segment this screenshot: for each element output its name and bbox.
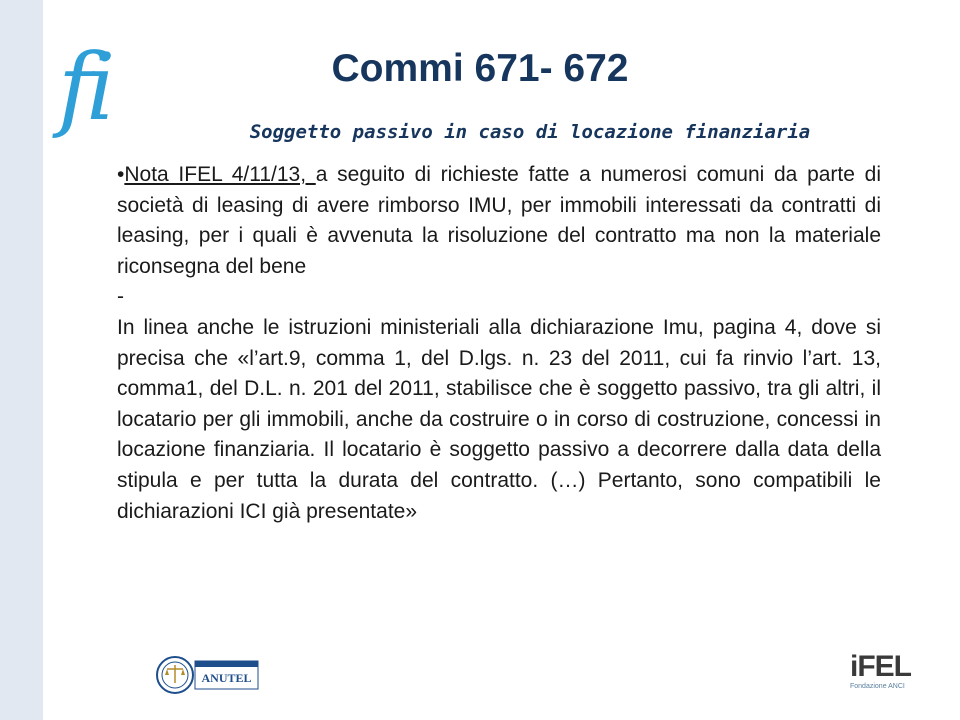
slide-body xyxy=(117,160,881,527)
anutel-logo xyxy=(155,655,260,695)
paragraph-2-text: In linea anche le istruzioni ministeriali alla dichiarazione Imu, pagina 4, dove si precisa che «l’art.9, comma 1, del D.lgs. n. 23 del 2011, cui fa rinvio l’art. 13, comma1, del D.L. n. 201 del 2011, stabilisce che è soggetto passivo, tra gli altri, il locatario per gli immobili, anche da costruire o in corso di costruzione, concessi in locazione finanziaria. Il locatario è soggetto passivo a decorrere dalla data della stipula e per tutta la durata del contratto. (…) Pertanto, sono compatibili le dichiarazioni ICI già presentate» xyxy=(117,315,881,523)
anutel-logo-graphic xyxy=(155,655,260,695)
ifel-logo-word: iFEL xyxy=(850,650,911,683)
separator-dash: - xyxy=(117,285,124,309)
nota-ifel-link[interactable]: Nota IFEL 4/11/13, xyxy=(124,163,316,186)
slide-subtitle: Soggetto passivo in caso di locazione finanziaria xyxy=(249,121,811,143)
fi-logo: fi xyxy=(58,34,110,141)
anutel-logo-text: ANUTEL xyxy=(201,671,252,685)
bullet-paragraph xyxy=(117,160,881,282)
bullet-marker: • xyxy=(117,163,125,186)
left-decorative-band xyxy=(0,0,43,720)
paragraph-1-text: a seguito di richieste fatte a numerosi comuni da parte di società di leasing di avere rimborso IMU, per immobili interessati da contratti di leasing, per i quali è avvenuta la risoluzione del contratto ma non la materiale riconsegna del bene xyxy=(117,163,881,278)
slide-title: Commi 671- 672 xyxy=(331,47,629,90)
ifel-logo-tagline: Fondazione ANCI xyxy=(850,683,905,690)
ifel-logo xyxy=(850,650,911,698)
